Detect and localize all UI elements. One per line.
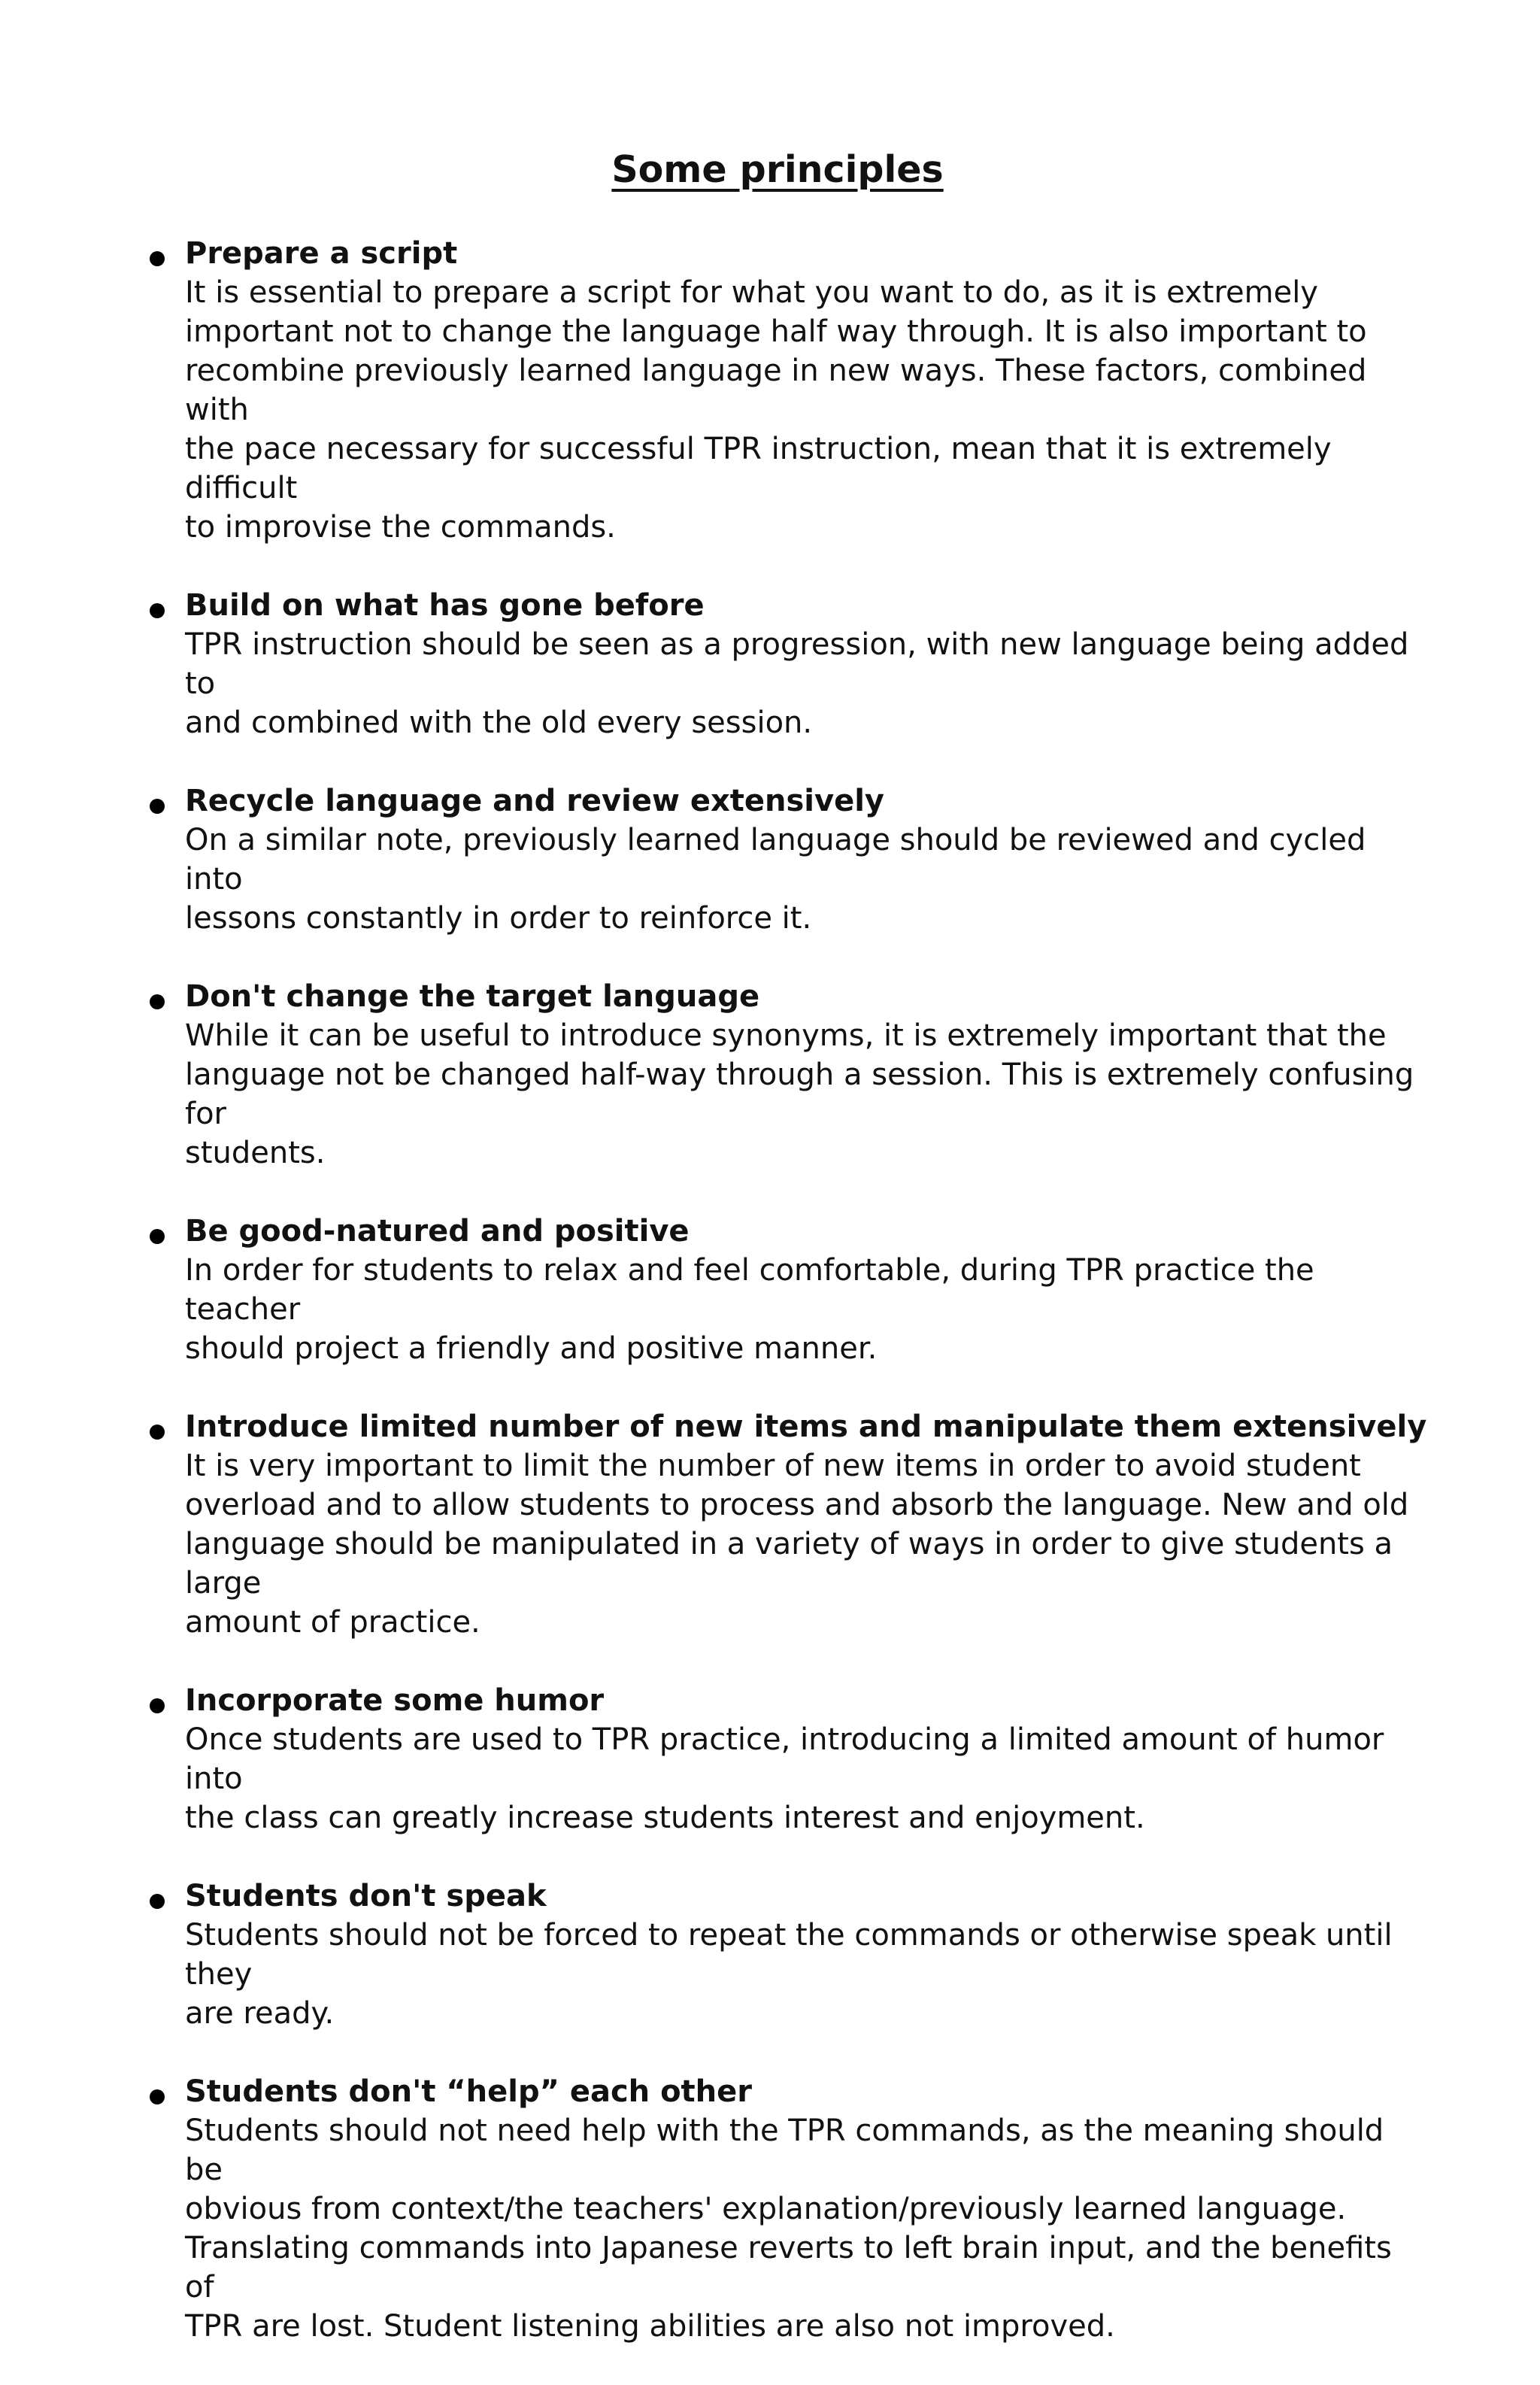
- principle-heading: Introduce limited number of new items and manipulate them extensively: [185, 1409, 1427, 1444]
- bullet-icon: [150, 1229, 165, 1244]
- bullet-icon: [150, 1425, 165, 1440]
- principle-text: TPR instruction should be seen as a progression, with new language being added to and combined with the old every session.: [185, 627, 1409, 740]
- principle-text: Students should not be forced to repeat the commands or otherwise speak until they are ready.: [185, 1918, 1393, 2031]
- principle-heading: Build on what has gone before: [185, 588, 705, 623]
- bullet-icon: [150, 799, 165, 814]
- principle-heading: Be good-natured and positive: [185, 1214, 690, 1249]
- principle-heading: Incorporate some humor: [185, 1683, 605, 1718]
- principle-text: While it can be useful to introduce synonyms, it is extremely important that the language not be changed half-way through a session. This is extremely confusing for students.: [185, 1018, 1414, 1170]
- bullet-icon: [150, 251, 165, 266]
- principle-item: [147, 586, 1426, 742]
- principle-heading: Recycle language and review extensively: [185, 784, 884, 818]
- principle-item: [147, 2072, 1426, 2346]
- bullet-icon: [150, 994, 165, 1009]
- principle-heading: Students don't speak: [185, 1879, 547, 1913]
- principle-item: [147, 234, 1426, 547]
- principle-text: Once students are used to TPR practice, introducing a limited amount of humor into the class can greatly increase students interest and enjoyment.: [185, 1722, 1384, 1835]
- principle-heading: Don't change the target language: [185, 979, 760, 1014]
- principle-text: Students should not need help with the TPR commands, as the meaning should be obvious from context/the teachers' explanation/previously learned language. Translating commands into Japanese reverts to left brain input, and the benefits of TPR are lost. Student listening abilities are also not improved.: [185, 2113, 1392, 2344]
- principle-heading: Students don't “help” each other: [185, 2074, 753, 2109]
- principle-item: [147, 1681, 1426, 1837]
- principle-heading: Prepare a script: [185, 236, 458, 271]
- bullet-icon: [150, 603, 165, 618]
- principle-item: [147, 1877, 1426, 2033]
- principle-item: [147, 977, 1426, 1173]
- principle-item: [147, 1407, 1426, 1642]
- principle-text: It is very important to limit the number of new items in order to avoid student overload and to allow students to process and absorb the language. New and old language should be manipulated in a variety of ways in order to give students a large amount of practice.: [185, 1449, 1409, 1640]
- page-title: Some principles: [611, 148, 944, 191]
- principle-item: [147, 1212, 1426, 1368]
- principle-item: [147, 781, 1426, 938]
- principle-text: It is essential to prepare a script for what you want to do, as it is extremely important not to change the language half way through. It is also important to recombine previously learned language in new ways. These factors, combined with the pace necessary for successful TPR instruction, mean that it is extremely difficult to improvise the commands.: [185, 275, 1367, 545]
- bullet-icon: [150, 1698, 165, 1713]
- bullet-icon: [150, 2089, 165, 2104]
- bullet-icon: [150, 1894, 165, 1909]
- principles-list: [147, 234, 1426, 2385]
- principle-text: In order for students to relax and feel comfortable, during TPR practice the teacher should project a friendly and positive manner.: [185, 1253, 1314, 1366]
- principle-text: On a similar note, previously learned language should be reviewed and cycled into lessons constantly in order to reinforce it.: [185, 823, 1366, 936]
